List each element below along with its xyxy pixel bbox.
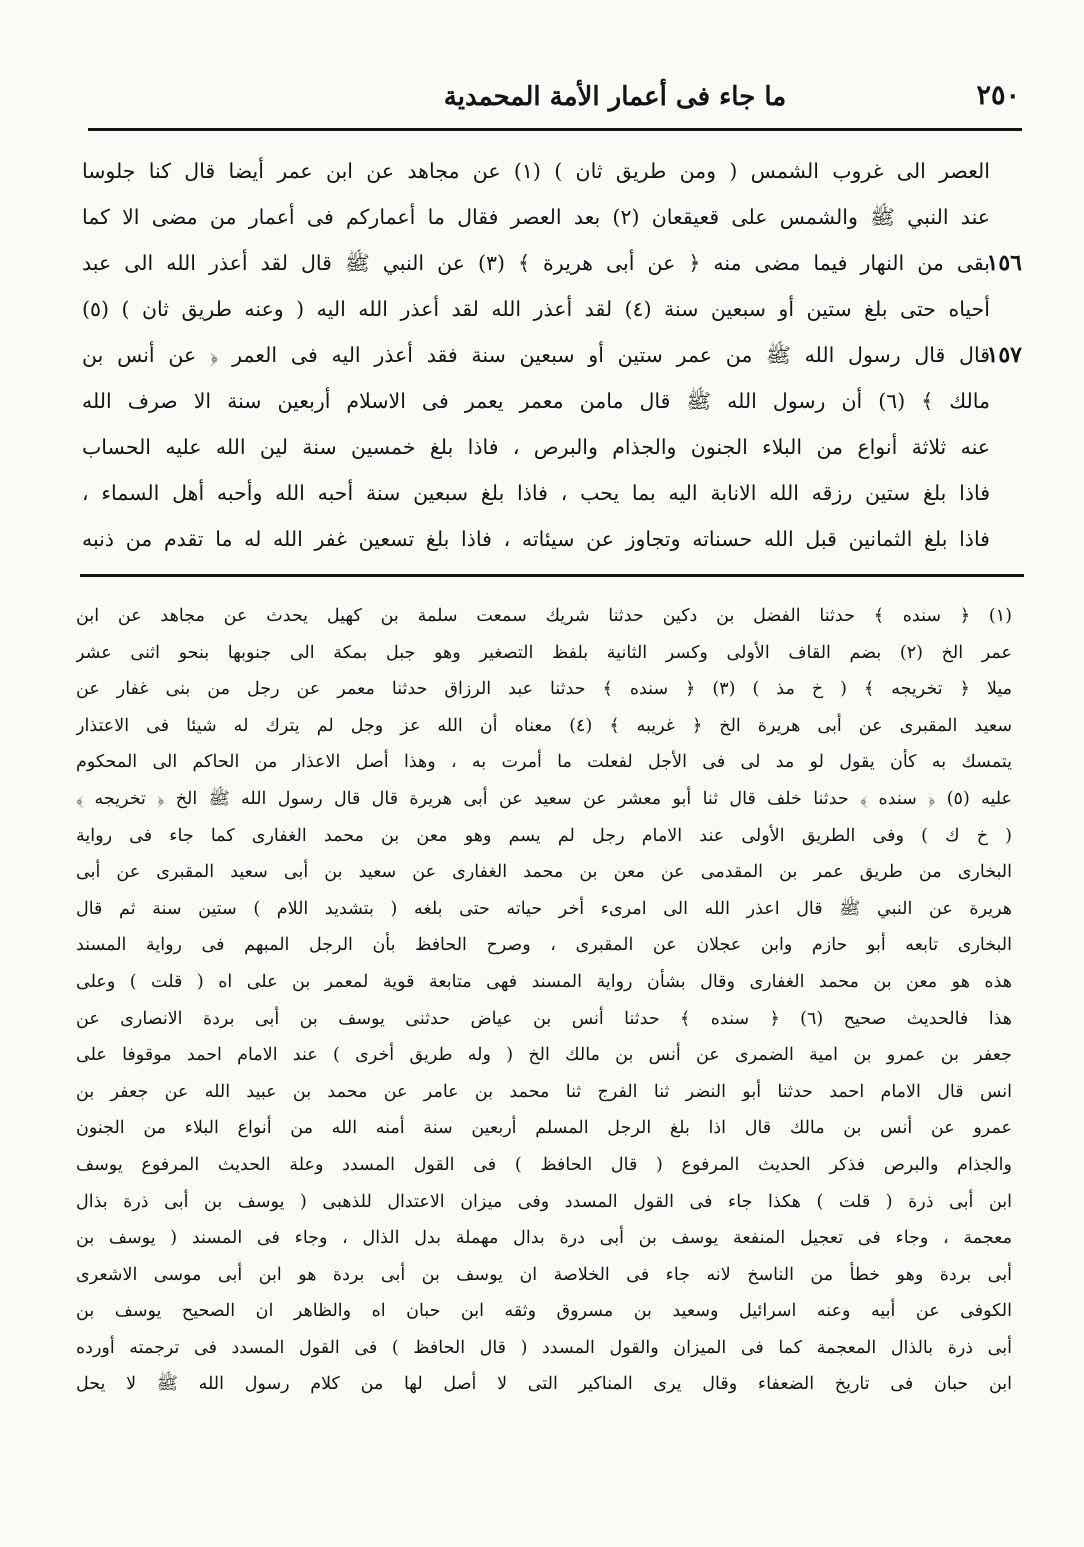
- main-text-line: عند النبي ﷺ والشمس على قعيقعان (٢) بعد العصر فقال ما أعماركم فى أعمار من مضى الا كما: [82, 205, 990, 229]
- footnotes: [76, 598, 1012, 1403]
- footnote-line: (١) ﴿ سنده ﴾ حدثنا الفضل بن دكين حدثنا شريك سمعت سلمة بن كهيل يحدث عن مجاهد عن ابن: [76, 606, 1012, 626]
- hadith-number: ١٥٦: [986, 250, 1022, 276]
- main-text-line: بقى من النهار فيما مضى منه ﴿ عن أبى هريرة ﴾ (٣) عن النبي ﷺ قال لقد أعذر الله الى عبد: [82, 251, 990, 275]
- footnote-line: أبى ذرة بالذال المعجمة كما فى الميزان والقول المسدد ( قال الحافظ ) فى القول المسدد فى ترجمته أورده: [76, 1337, 1012, 1358]
- running-title: ما جاء فى أعمار الأمة المحمدية: [443, 82, 787, 112]
- main-text-line: أحياه حتى بلغ ستين أو سبعين سنة (٤) لقد أعذر الله لقد أعذر الله اليه ( وعنه طريق ثان ) (٥): [82, 297, 990, 321]
- main-text: [82, 148, 990, 562]
- footnote-line: عليه (٥) ﴿ سنده ﴾ حدثنا خلف قال ثنا أبو معشر عن سعيد عن أبى هريرة قال قال رسول الله ﷺ الخ ﴿ تخريجه ﴾: [76, 788, 1012, 809]
- footnote-line: أبى بردة وهو خطأ من الناسخ لانه جاء فى الخلاصة ان يوسف بن أبى بردة هو ابن أبى موسى الاشعرى: [76, 1264, 1012, 1285]
- footnote-line: سعيد المقبرى عن أبى هريرة الخ ﴿ غريبه ﴾ (٤) معناه أن الله عز وجل لم يترك له شيئا فى الاعتذار: [76, 715, 1012, 736]
- footnote-line: ميلا ﴿ تخريجه ﴾ ( خ مذ ) (٣) ﴿ سنده ﴾ حدثنا عبد الرزاق حدثنا معمر عن رجل من بنى غفار عن: [76, 679, 1012, 700]
- footnote-line: ابن حبان فى تاريخ الضعفاء وقال يرى المناكير التى لا أصل لها من كلام رسول الله ﷺ لا يحل: [76, 1374, 1012, 1395]
- footnote-line: انس قال الامام احمد حدثنا أبو النضر ثنا الفرج ثنا محمد بن عامر عن محمد بن عبيد الله عن جعفر بن: [76, 1081, 1012, 1102]
- footnote-line: ابن أبى ذرة ( قلت ) هكذا جاء فى القول المسدد وفى ميزان الاعتدال للذهبى ( يوسف بن أبى ذرة بذال: [76, 1191, 1012, 1212]
- footnote-line: البخارى من طريق عمر بن المقدمى عن معن بن محمد الغفارى عن سعيد بن أبى سعيد المقبرى عن أبى: [76, 862, 1012, 883]
- page-header: [90, 78, 1020, 126]
- footnote-line: عمرو عن أنس بن مالك قال اذا بلغ الرجل المسلم أربعين سنة أمنه الله من أنواع البلاء من الجنون: [76, 1118, 1012, 1139]
- footnote-line: والجذام والبرص فذكر الحديث المرفوع ( قال الحافظ ) فى القول المسدد وعلة الحديث المرفوع يوسف: [76, 1154, 1012, 1175]
- main-text-line: مالك ﴾ (٦) أن رسول الله ﷺ قال مامن معمر يعمر فى الاسلام أربعين سنة الا صرف الله: [82, 389, 990, 413]
- footnote-line: هذه هو معن بن محمد الغفارى وقال بشأن رواية المسند فهى متابعة قوية لمعمر بن على اه ( قلت ) وعلى: [76, 971, 1012, 992]
- main-text-line: عنه ثلاثة أنواع من البلاء الجنون والجذام والبرص ، فاذا بلغ خمسين سنة لين الله عليه الحساب: [82, 435, 990, 459]
- main-text-line: العصر الى غروب الشمس ( ومن طريق ثان ) (١) عن مجاهد عن ابن عمر أيضا قال كنا جلوسا: [82, 159, 990, 183]
- header-rule: [88, 128, 1022, 131]
- footnote-line: يتمسك به كأن يقول لو مد لى فى الأجل لفعلت ما أمرت به ، وهذا أصل الاعذار من الحاكم الى المحكوم: [76, 752, 1012, 773]
- footnote-line: الكوفى عن أبيه وعنه اسرائيل وسعيد بن مسروق وثقه ابن حبان اه والظاهر ان الصحيح يوسف بن: [76, 1301, 1012, 1322]
- main-text-line: قال قال رسول الله ﷺ من عمر ستين أو سبعين سنة فقد أعذر اليه فى العمر ﴿ عن أنس بن: [82, 343, 990, 367]
- footnote-line: هريرة عن النبي ﷺ قال اعذر الله الى امرىء أخر حياته حتى بلغه ( بتشديد اللام ) ستين سنة ثم قال: [76, 898, 1012, 919]
- footnote-line: هذا فالحديث صحيح (٦) ﴿ سنده ﴾ حدثنا أنس بن عياض حدثنى يوسف بن أبى بردة الانصارى عن: [76, 1008, 1012, 1029]
- footnote-line: عمر الخ (٢) بضم القاف الأولى وكسر الثانية بلفظ التصغير وهو جبل بمكة الى جنوبها بنحو اثنى عشر: [76, 642, 1012, 663]
- main-text-line: فاذا بلغ الثمانين قبل الله حسناته وتجاوز عن سيئاته ، فاذا بلغ تسعين غفر الله له ما تقدم من ذنبه: [82, 527, 990, 551]
- main-text-line: فاذا بلغ ستين رزقه الله الانابة اليه بما يحب ، فاذا بلغ سبعين سنة أحبه الله وأحبه أهل السماء ،: [82, 481, 990, 505]
- footnote-line: ( خ ك ) وفى الطريق الأولى عند الامام رجل لم يسم وهو معن بن محمد الغفارى كما جاء فى رواية: [76, 825, 1012, 846]
- hadith-number: ١٥٧: [986, 342, 1022, 368]
- footnote-line: البخارى تابعه أبو حازم وابن عجلان عن المقبرى ، وصرح الحافظ بأن الرجل المبهم فى رواية المسند: [76, 935, 1012, 956]
- page-number: ٢٥٠: [976, 80, 1020, 111]
- footnote-line: معجمة ، وجاء فى تعجيل المنفعة يوسف بن أبى درة بدال مهملة بدل الذال ، وجاء فى المسند ( يوسف بن: [76, 1228, 1012, 1249]
- footnote-separator: [80, 574, 1024, 577]
- footnote-line: جعفر بن عمرو بن امية الضمرى عن أنس بن مالك الخ ( وله طريق أخرى ) عند الامام احمد موقوفا على: [76, 1045, 1012, 1066]
